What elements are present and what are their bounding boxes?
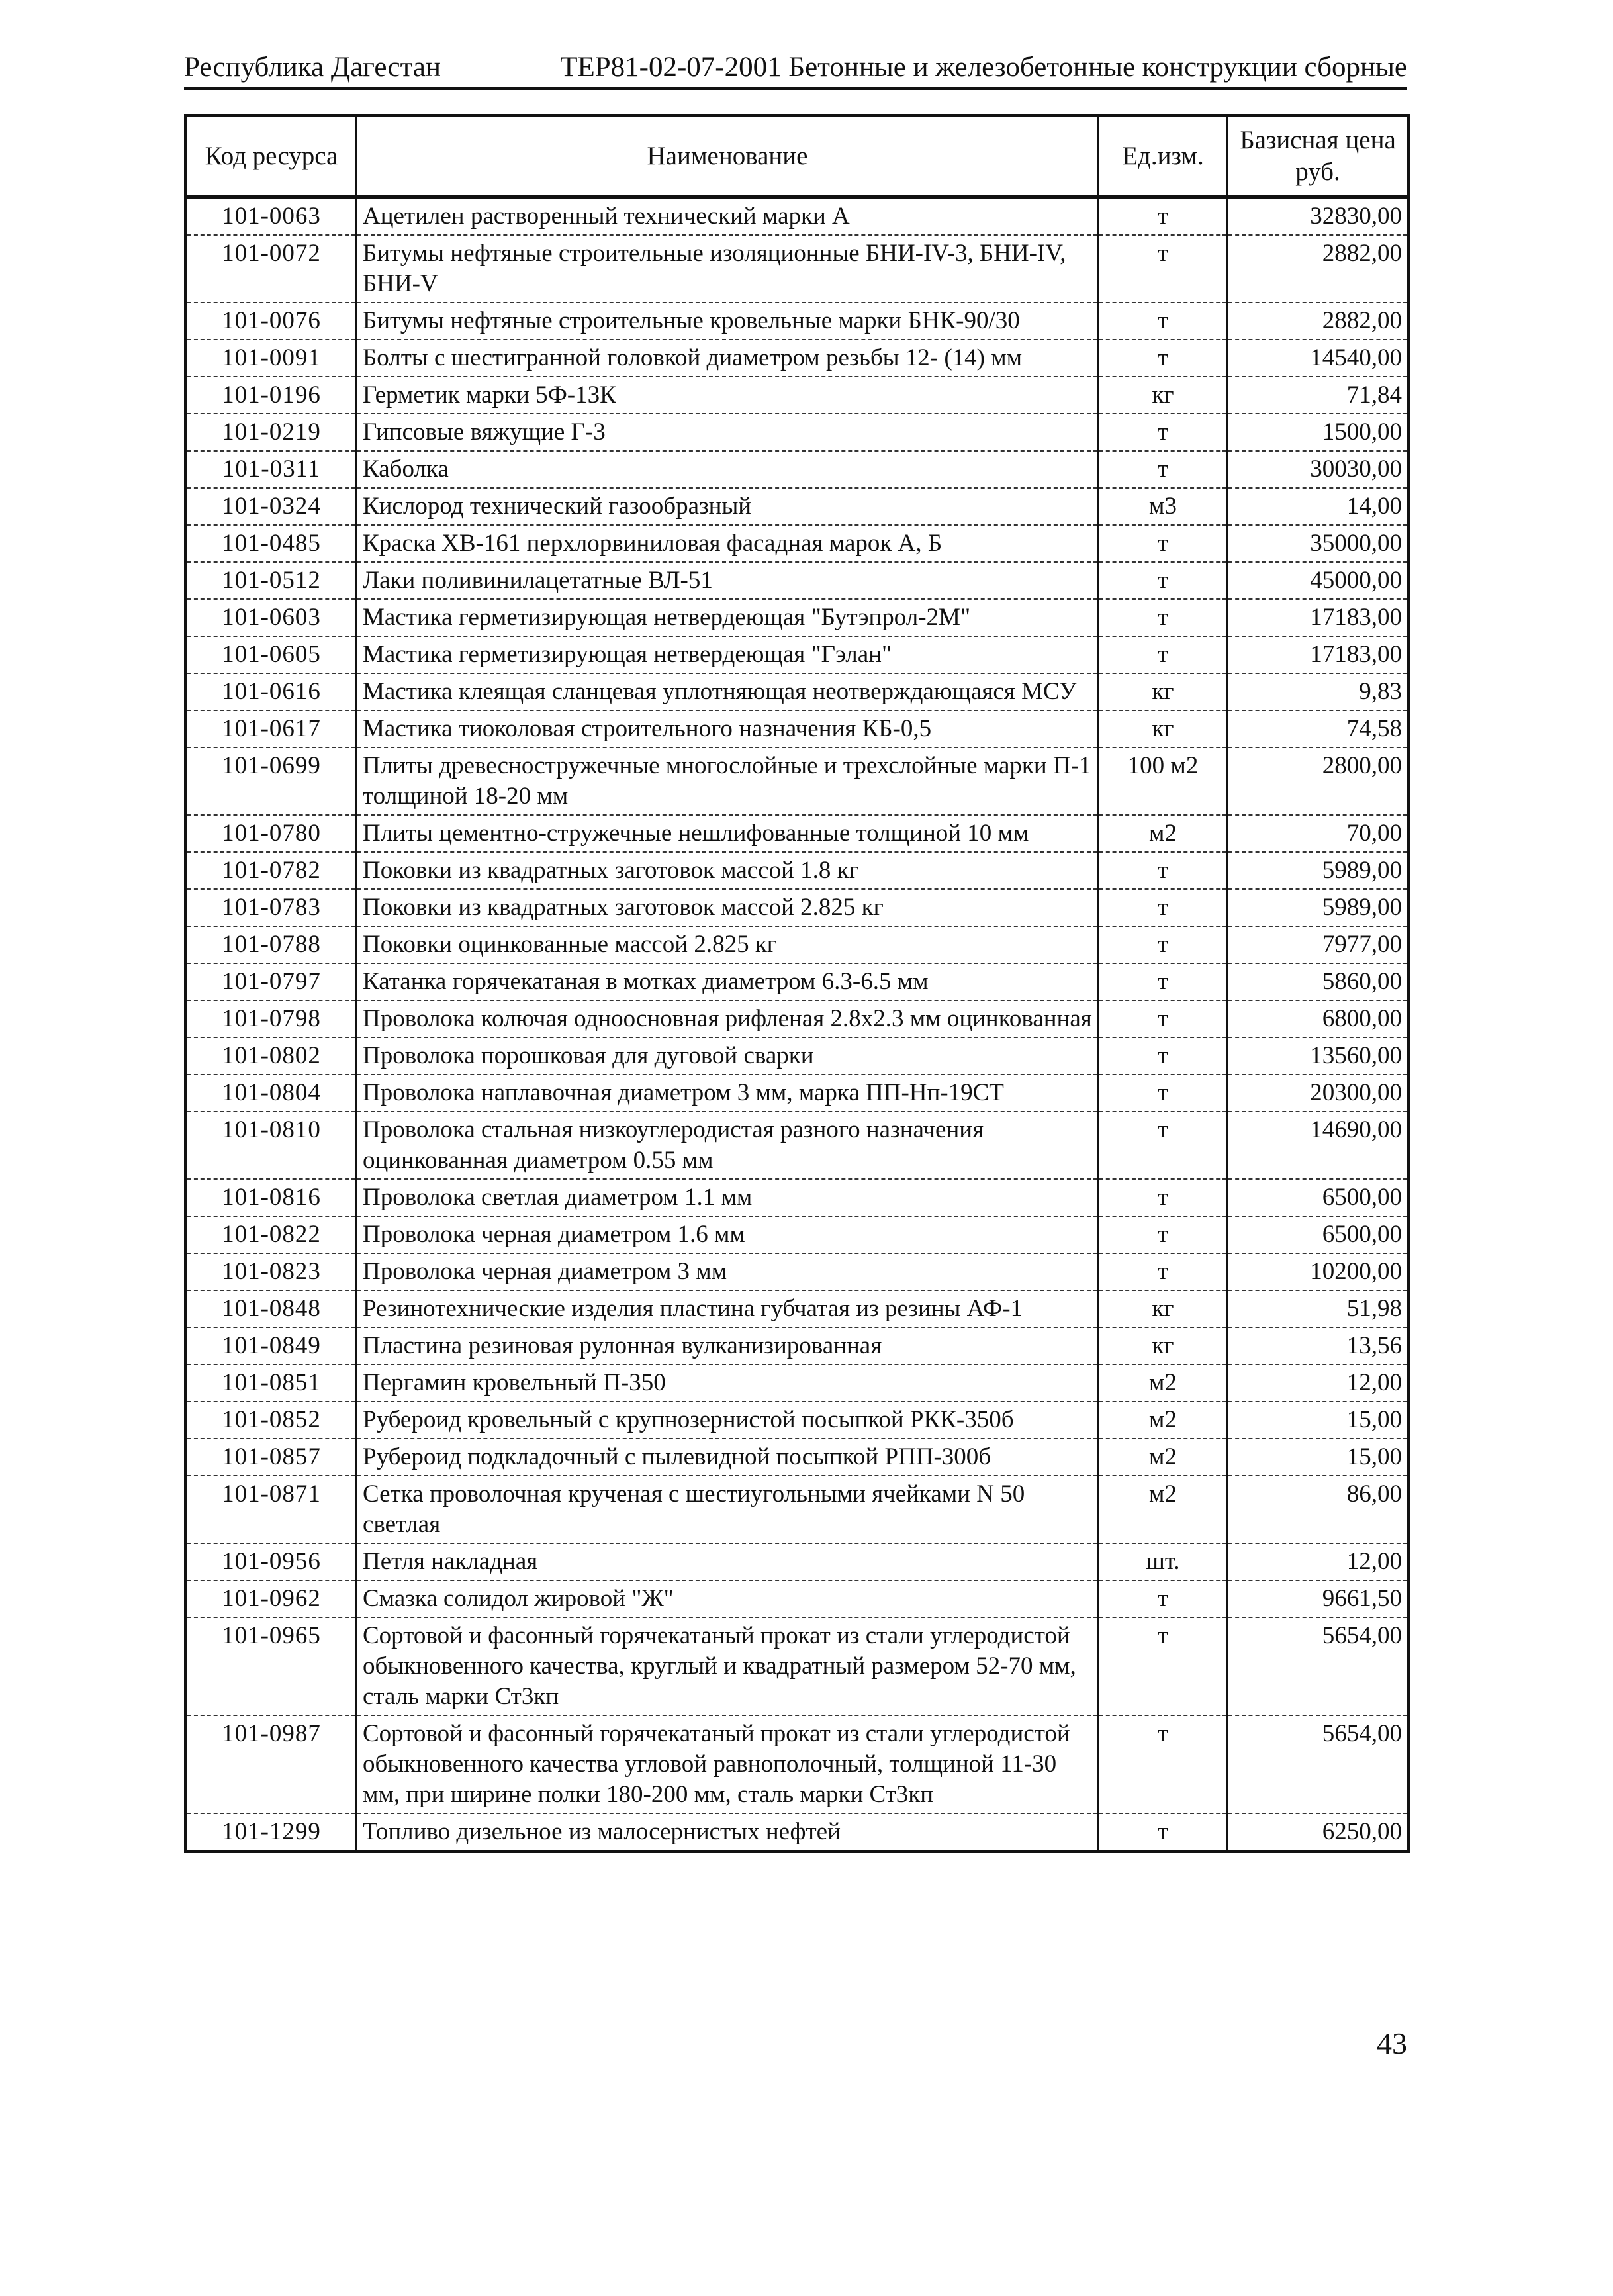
cell-price: 9661,50 <box>1228 1580 1409 1617</box>
table-row <box>186 1439 1409 1476</box>
cell-unit: м2 <box>1099 1476 1228 1543</box>
cell-code: 101-0851 <box>186 1364 357 1402</box>
cell-code: 101-0857 <box>186 1439 357 1476</box>
table-row <box>186 926 1409 963</box>
cell-price: 32830,00 <box>1228 197 1409 236</box>
table-row <box>186 1253 1409 1290</box>
table-row <box>186 525 1409 562</box>
table-row <box>186 340 1409 377</box>
header-document-title: ТЕР81-02-07-2001 Бетонные и железобетонные конструкции сборные <box>560 52 1407 83</box>
cell-unit: т <box>1099 636 1228 673</box>
cell-price: 13,56 <box>1228 1327 1409 1364</box>
cell-unit: кг <box>1099 377 1228 414</box>
cell-price: 2882,00 <box>1228 303 1409 340</box>
cell-unit: м2 <box>1099 815 1228 852</box>
cell-price: 51,98 <box>1228 1290 1409 1327</box>
table-row <box>186 815 1409 852</box>
column-header-code: Код ресурса <box>186 116 357 197</box>
cell-name: Каболка <box>357 451 1099 488</box>
cell-unit: м2 <box>1099 1364 1228 1402</box>
cell-name: Гипсовые вяжущие Г-3 <box>357 414 1099 451</box>
cell-code: 101-0852 <box>186 1402 357 1439</box>
cell-name: Резинотехнические изделия пластина губчатая из резины АФ-1 <box>357 1290 1099 1327</box>
cell-unit: т <box>1099 852 1228 889</box>
table-row <box>186 852 1409 889</box>
cell-name: Поковки из квадратных заготовок массой 2.825 кг <box>357 889 1099 926</box>
cell-name: Лаки поливинилацетатные ВЛ-51 <box>357 562 1099 599</box>
cell-price: 14,00 <box>1228 488 1409 525</box>
cell-code: 101-0816 <box>186 1179 357 1216</box>
table-row <box>186 673 1409 710</box>
cell-name: Проволока черная диаметром 1.6 мм <box>357 1216 1099 1253</box>
cell-code: 101-0219 <box>186 414 357 451</box>
table-row <box>186 963 1409 1000</box>
cell-unit: кг <box>1099 673 1228 710</box>
table-row <box>186 1715 1409 1813</box>
cell-price: 10200,00 <box>1228 1253 1409 1290</box>
cell-name: Пластина резиновая рулонная вулканизированная <box>357 1327 1099 1364</box>
cell-name: Сетка проволочная крученая с шестиугольными ячейками N 50 светлая <box>357 1476 1099 1543</box>
cell-price: 13560,00 <box>1228 1037 1409 1075</box>
cell-unit: т <box>1099 1112 1228 1179</box>
cell-name: Проволока черная диаметром 3 мм <box>357 1253 1099 1290</box>
cell-unit: т <box>1099 1617 1228 1715</box>
cell-price: 14540,00 <box>1228 340 1409 377</box>
table-row <box>186 889 1409 926</box>
table-row <box>186 599 1409 636</box>
cell-price: 6250,00 <box>1228 1813 1409 1852</box>
cell-name: Болты с шестигранной головкой диаметром резьбы 12- (14) мм <box>357 340 1099 377</box>
table-row <box>186 1476 1409 1543</box>
cell-price: 20300,00 <box>1228 1075 1409 1112</box>
cell-code: 101-0063 <box>186 197 357 236</box>
cell-unit: кг <box>1099 1290 1228 1327</box>
cell-price: 2800,00 <box>1228 747 1409 815</box>
cell-name: Сортовой и фасонный горячекатаный прокат из стали углеродистой обыкновенного качества угловой равнополочный, толщиной 11-30 мм, при ширине полки 180-200 мм, сталь марки Ст3кп <box>357 1715 1099 1813</box>
cell-code: 101-0072 <box>186 235 357 303</box>
cell-price: 30030,00 <box>1228 451 1409 488</box>
cell-code: 101-0849 <box>186 1327 357 1364</box>
cell-name: Мастика герметизирующая нетвердеющая "Гэлан" <box>357 636 1099 673</box>
table-row <box>186 1327 1409 1364</box>
cell-unit: т <box>1099 599 1228 636</box>
cell-name: Катанка горячекатаная в мотках диаметром 6.3-6.5 мм <box>357 963 1099 1000</box>
cell-code: 101-0797 <box>186 963 357 1000</box>
cell-price: 6800,00 <box>1228 1000 1409 1037</box>
cell-code: 101-0965 <box>186 1617 357 1715</box>
header-region: Республика Дагестан <box>184 52 441 83</box>
table-row <box>186 636 1409 673</box>
cell-price: 6500,00 <box>1228 1216 1409 1253</box>
cell-price: 74,58 <box>1228 710 1409 747</box>
cell-unit: т <box>1099 340 1228 377</box>
cell-name: Сортовой и фасонный горячекатаный прокат из стали углеродистой обыкновенного качества, круглый и квадратный размером 52-70 мм, сталь марки Ст3кп <box>357 1617 1099 1715</box>
cell-code: 101-0871 <box>186 1476 357 1543</box>
cell-price: 2882,00 <box>1228 235 1409 303</box>
cell-unit: т <box>1099 414 1228 451</box>
cell-code: 101-0699 <box>186 747 357 815</box>
cell-code: 101-0798 <box>186 1000 357 1037</box>
cell-code: 101-0956 <box>186 1543 357 1580</box>
cell-code: 101-0311 <box>186 451 357 488</box>
cell-unit: т <box>1099 1179 1228 1216</box>
table-row <box>186 303 1409 340</box>
cell-unit: т <box>1099 1813 1228 1852</box>
cell-unit: т <box>1099 1037 1228 1075</box>
cell-name: Плиты цементно-стружечные нешлифованные толщиной 10 мм <box>357 815 1099 852</box>
column-header-unit: Ед.изм. <box>1099 116 1228 197</box>
cell-code: 101-0802 <box>186 1037 357 1075</box>
cell-name: Битумы нефтяные строительные изоляционные БНИ-IV-3, БНИ-IV, БНИ-V <box>357 235 1099 303</box>
cell-code: 101-0196 <box>186 377 357 414</box>
cell-name: Проволока светлая диаметром 1.1 мм <box>357 1179 1099 1216</box>
cell-price: 70,00 <box>1228 815 1409 852</box>
cell-code: 101-0788 <box>186 926 357 963</box>
column-header-name: Наименование <box>357 116 1099 197</box>
cell-price: 5989,00 <box>1228 889 1409 926</box>
cell-price: 15,00 <box>1228 1402 1409 1439</box>
cell-unit: т <box>1099 1253 1228 1290</box>
cell-price: 5989,00 <box>1228 852 1409 889</box>
cell-code: 101-0823 <box>186 1253 357 1290</box>
cell-code: 101-0783 <box>186 889 357 926</box>
table-row <box>186 747 1409 815</box>
cell-code: 101-0091 <box>186 340 357 377</box>
table-row <box>186 1075 1409 1112</box>
cell-name: Петля накладная <box>357 1543 1099 1580</box>
cell-price: 17183,00 <box>1228 599 1409 636</box>
cell-code: 101-0782 <box>186 852 357 889</box>
table-row <box>186 488 1409 525</box>
table-row <box>186 1037 1409 1075</box>
table-row <box>186 414 1409 451</box>
cell-unit: т <box>1099 889 1228 926</box>
cell-unit: т <box>1099 963 1228 1000</box>
table-header-row <box>186 116 1409 197</box>
resource-price-table <box>184 114 1410 1853</box>
table-row <box>186 1813 1409 1852</box>
cell-unit: т <box>1099 1715 1228 1813</box>
page-header <box>184 48 1407 90</box>
table-row <box>186 235 1409 303</box>
table-row <box>186 1000 1409 1037</box>
cell-name: Проволока колючая одноосновная рифленая 2.8х2.3 мм оцинкованная <box>357 1000 1099 1037</box>
cell-code: 101-0485 <box>186 525 357 562</box>
cell-price: 5654,00 <box>1228 1715 1409 1813</box>
table-row <box>186 1402 1409 1439</box>
table-row <box>186 197 1409 236</box>
cell-name: Рубероид кровельный с крупнозернистой посыпкой РКК-350б <box>357 1402 1099 1439</box>
cell-unit: шт. <box>1099 1543 1228 1580</box>
cell-name: Проволока порошковая для дуговой сварки <box>357 1037 1099 1075</box>
cell-unit: т <box>1099 235 1228 303</box>
table-row <box>186 710 1409 747</box>
cell-unit: т <box>1099 1000 1228 1037</box>
table-row <box>186 1112 1409 1179</box>
cell-code: 101-0987 <box>186 1715 357 1813</box>
cell-unit: кг <box>1099 1327 1228 1364</box>
cell-price: 35000,00 <box>1228 525 1409 562</box>
cell-name: Рубероид подкладочный с пылевидной посыпкой РПП-300б <box>357 1439 1099 1476</box>
table-row <box>186 1543 1409 1580</box>
cell-code: 101-0512 <box>186 562 357 599</box>
cell-unit: т <box>1099 525 1228 562</box>
column-header-price: Базисная цена руб. <box>1228 116 1409 197</box>
cell-name: Мастика герметизирующая нетвердеющая "Бутэпрол-2М" <box>357 599 1099 636</box>
cell-name: Проволока наплавочная диаметром 3 мм, марка ПП-Нп-19СТ <box>357 1075 1099 1112</box>
cell-name: Проволока стальная низкоуглеродистая разного назначения оцинкованная диаметром 0.55 мм <box>357 1112 1099 1179</box>
cell-price: 86,00 <box>1228 1476 1409 1543</box>
cell-price: 45000,00 <box>1228 562 1409 599</box>
cell-unit: т <box>1099 1216 1228 1253</box>
cell-name: Топливо дизельное из малосернистых нефтей <box>357 1813 1099 1852</box>
cell-code: 101-0076 <box>186 303 357 340</box>
cell-name: Смазка солидол жировой "Ж" <box>357 1580 1099 1617</box>
cell-unit: т <box>1099 1580 1228 1617</box>
cell-name: Поковки из квадратных заготовок массой 1.8 кг <box>357 852 1099 889</box>
cell-price: 14690,00 <box>1228 1112 1409 1179</box>
cell-unit: т <box>1099 926 1228 963</box>
cell-unit: м3 <box>1099 488 1228 525</box>
cell-name: Плиты древесностружечные многослойные и трехслойные марки П-1 толщиной 18-20 мм <box>357 747 1099 815</box>
cell-name: Краска ХВ-161 перхлорвиниловая фасадная марок А, Б <box>357 525 1099 562</box>
table-row <box>186 1617 1409 1715</box>
cell-code: 101-0617 <box>186 710 357 747</box>
cell-unit: кг <box>1099 710 1228 747</box>
cell-price: 9,83 <box>1228 673 1409 710</box>
cell-unit: т <box>1099 1075 1228 1112</box>
cell-code: 101-0804 <box>186 1075 357 1112</box>
table-row <box>186 562 1409 599</box>
cell-code: 101-0780 <box>186 815 357 852</box>
cell-unit: т <box>1099 303 1228 340</box>
cell-code: 101-0848 <box>186 1290 357 1327</box>
cell-code: 101-0962 <box>186 1580 357 1617</box>
cell-code: 101-0324 <box>186 488 357 525</box>
cell-code: 101-0810 <box>186 1112 357 1179</box>
cell-price: 71,84 <box>1228 377 1409 414</box>
cell-name: Битумы нефтяные строительные кровельные марки БНК-90/30 <box>357 303 1099 340</box>
cell-name: Мастика клеящая сланцевая уплотняющая неотверждающаяся МСУ <box>357 673 1099 710</box>
table-row <box>186 1580 1409 1617</box>
table-row <box>186 1216 1409 1253</box>
cell-name: Кислород технический газообразный <box>357 488 1099 525</box>
table-row <box>186 1179 1409 1216</box>
cell-price: 5654,00 <box>1228 1617 1409 1715</box>
table-body <box>186 197 1409 1852</box>
cell-unit: т <box>1099 451 1228 488</box>
cell-name: Мастика тиоколовая строительного назначения КБ-0,5 <box>357 710 1099 747</box>
cell-name: Ацетилен растворенный технический марки А <box>357 197 1099 236</box>
table-row <box>186 451 1409 488</box>
cell-unit: м2 <box>1099 1402 1228 1439</box>
cell-code: 101-0822 <box>186 1216 357 1253</box>
cell-name: Герметик марки 5Ф-13К <box>357 377 1099 414</box>
cell-unit: м2 <box>1099 1439 1228 1476</box>
cell-unit: т <box>1099 197 1228 236</box>
cell-price: 12,00 <box>1228 1364 1409 1402</box>
cell-price: 5860,00 <box>1228 963 1409 1000</box>
page-number: 43 <box>1377 2027 1407 2060</box>
cell-code: 101-0616 <box>186 673 357 710</box>
cell-name: Пергамин кровельный П-350 <box>357 1364 1099 1402</box>
cell-code: 101-0603 <box>186 599 357 636</box>
table-row <box>186 1364 1409 1402</box>
cell-code: 101-0605 <box>186 636 357 673</box>
cell-code: 101-1299 <box>186 1813 357 1852</box>
cell-price: 17183,00 <box>1228 636 1409 673</box>
cell-price: 15,00 <box>1228 1439 1409 1476</box>
cell-price: 12,00 <box>1228 1543 1409 1580</box>
table-row <box>186 1290 1409 1327</box>
cell-price: 7977,00 <box>1228 926 1409 963</box>
table-row <box>186 377 1409 414</box>
cell-name: Поковки оцинкованные массой 2.825 кг <box>357 926 1099 963</box>
cell-price: 1500,00 <box>1228 414 1409 451</box>
cell-unit: т <box>1099 562 1228 599</box>
cell-price: 6500,00 <box>1228 1179 1409 1216</box>
cell-unit: 100 м2 <box>1099 747 1228 815</box>
